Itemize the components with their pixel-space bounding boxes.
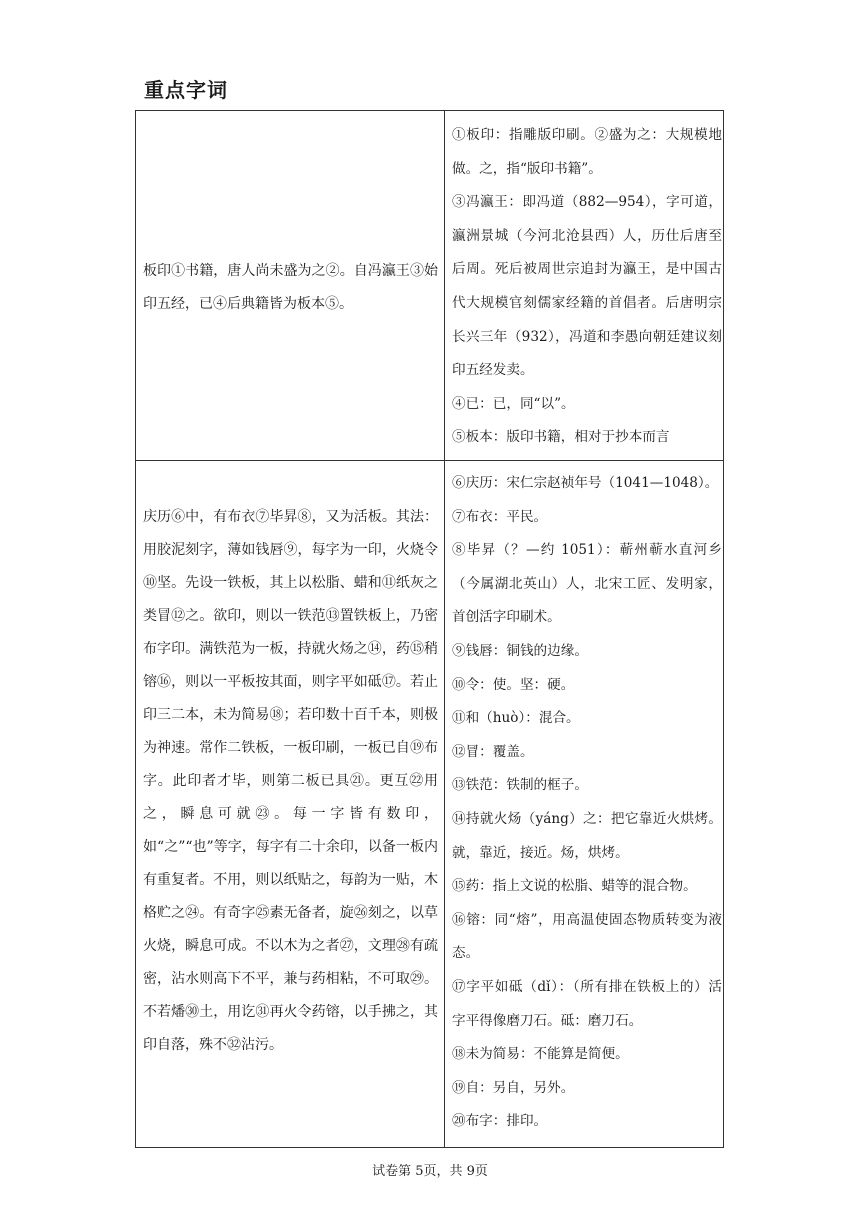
note-item: ⑳布字：排印。 [452, 1113, 548, 1130]
vocabulary-table [135, 110, 724, 1148]
note-item: ⑩令：使。坚：硬。 [452, 676, 575, 693]
row-1-source-text [143, 255, 438, 321]
note-item: ⑱未为简易：不能算是简便。 [452, 1046, 629, 1063]
page-footer: 试卷第 5页，共 9页 [372, 1164, 488, 1179]
note-item: ⑧毕昇（？—约 1051）：蕲州蕲水直河乡（今属湖北英山）人，北宋工匠、发明家，首创活字印刷术。 [452, 542, 722, 626]
note-item: ⑲自：另自，另外。 [452, 1079, 575, 1096]
note-item: ⑭持就火炀（yáng）之：把它靠近火烘烤。就，靠近，接近。炀，烘烤。 [452, 810, 722, 861]
source-paragraph: 板印①书籍，唐人尚未盛为之②。自冯瀛王③始印五经，已④后典籍皆为板本⑤。 [143, 263, 438, 312]
note-item: ⑥庆历：宋仁宗赵祯年号（1041—1048）。 [452, 475, 719, 491]
note-item: ⑰字平如砥（dǐ）：（所有排在铁板上的）活字平得像磨刀石。砥：磨刀石。 [452, 978, 722, 1029]
row-1-notes [452, 119, 722, 455]
note-item: ⑮药：指上文说的松脂、蜡等的混合物。 [452, 878, 697, 895]
note-item: ③冯瀛王：即冯道（882—954），字可道，瀛洲景城（今河北沧县西）人，历仕后唐至后周。死后被周世宗追封为瀛王，是中国古代大规模官刻儒家经籍的首倡者。后唐明宗长兴三年（932），冯道和李愚向朝廷建议刻印五经发卖。 [452, 194, 722, 379]
column-divider [444, 111, 445, 1147]
note-item: ⑯镕：同“熔”，用高温使固态物质转变为液态。 [452, 911, 722, 962]
row-divider [136, 460, 723, 461]
note-item: ⑤板本：版印书籍，相对于抄本而言 [452, 429, 670, 446]
note-item: ⑨钱唇：铜钱的边缘。 [452, 642, 588, 659]
note-item: ④已：已，同“以”。 [452, 395, 575, 412]
note-item: ⑪和（huò）：混合。 [452, 710, 580, 727]
row-2-source-text [143, 501, 438, 1062]
row-2-notes [452, 467, 722, 1139]
note-item: ⑫冒：覆盖。 [452, 743, 534, 760]
note-item: ⑦布衣：平民。 [452, 508, 548, 525]
note-item: ①板印：指雕版印刷。②盛为之：大规模地做。之，指“版印书籍”。 [452, 127, 722, 177]
note-item: ⑬铁范：铁制的框子。 [452, 777, 588, 794]
section-title: 重点字词 [144, 78, 228, 102]
source-paragraph: 庆历⑥中，有布衣⑦毕昇⑧，又为活板。其法：用胶泥刻字，薄如钱唇⑨，每字为一印，火烧令⑩坚。先设一铁板，其上以松脂、蜡和⑪纸灰之类冒⑫之。欲印，则以一铁范⑬置铁板上，乃密布字印。满铁范为一板，持就火炀之⑭，药⑮稍镕⑯，则以一平板按其面，则字平如砥⑰。若止印三二本，未为简易⑱；若印数十百千本，则极为神速。常作二铁板，一板印刷，一板已自⑲布字。此印者才毕，则第二板已具㉑。更互㉒用之，瞬息可就㉓。每一字皆有数印，如“之”“也”等字，每字有二十余印，以备一板内有重复者。不用，则以纸贴之，每韵为一贴，木格贮之㉔。有奇字㉕素无备者，旋㉖刻之，以草火烧，瞬息可成。不以木为之者㉗，文理㉘有疏密，沾水则高下不平，兼与药相粘，不可取㉙。不若燔㉚土，用讫㉛再火令药镕，以手拂之，其印自落，殊不㉜沾污。 [143, 509, 438, 1053]
